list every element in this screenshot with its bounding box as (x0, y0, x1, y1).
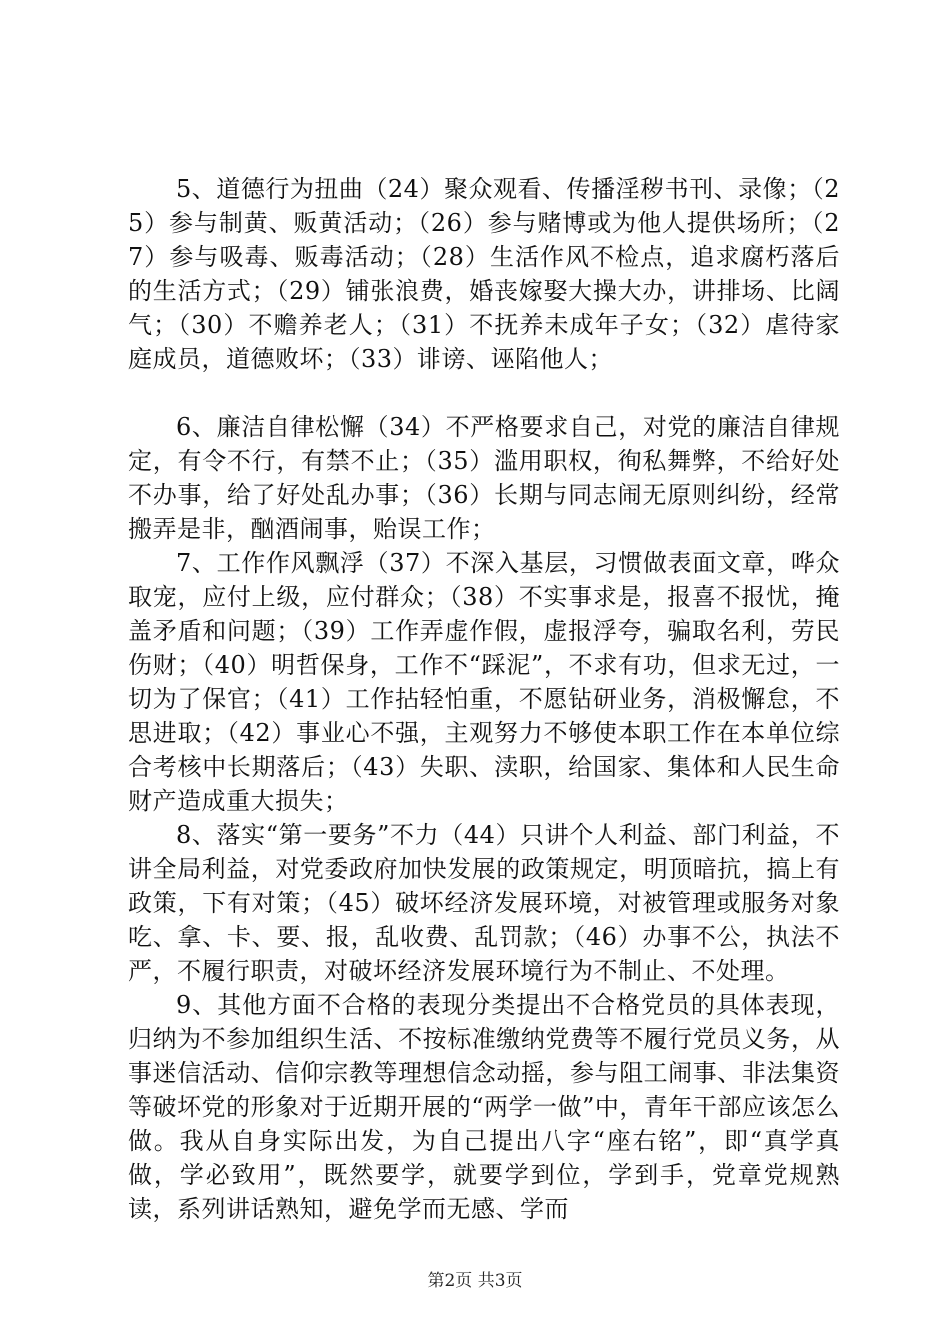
page-number-footer: 第2页 共3页 (427, 1271, 523, 1291)
paragraph-9: 9、其他方面不合格的表现分类提出不合格党员的具体表现，归纳为不参加组织生活、不按标准缴纳党费等不履行党员义务，从事迷信活动、信仰宗教等理想信念动摇，参与阻工闹事、非法集资等破坏党的形象对于近期开展的“两学一做”中，青年干部应该怎么做。我从自身实际出发，为自己提出八字“座右铭”，即“真学真做，学必致用”，既然要学，就要学到位，学到手，党章党规熟读，系列讲话熟知，避免学而无感、学而 (128, 991, 840, 1223)
paragraph-6: 6、廉洁自律松懈（34）不严格要求自己，对党的廉洁自律规定，有令不行，有禁不止；（35）滥用职权，徇私舞弊，不给好处不办事，给了好处乱办事；（36）长期与同志闹无原则纠纷，经常搬弄是非，酗酒闹事，贻误工作； (128, 413, 840, 543)
paragraph-8: 8、落实“第一要务”不力（44）只讲个人利益、部门利益，不讲全局利益，对党委政府加快发展的政策规定，明顶暗抗，搞上有政策，下有对策；（45）破坏经济发展环境，对被管理或服务对象吃、拿、卡、要、报，乱收费、乱罚款；（46）办事不公，执法不严，不履行职责，对破坏经济发展环境行为不制止、不处理。 (128, 821, 840, 985)
paragraph-5: 5、道德行为扭曲（24）聚众观看、传播淫秽书刊、录像；（25）参与制黄、贩黄活动；（26）参与赌博或为他人提供场所；（27）参与吸毒、贩毒活动；（28）生活作风不检点，追求腐朽落后的生活方式；（29）铺张浪费，婚丧嫁娶大操大办，讲排场、比阔气；（30）不赡养老人；（31）不抚养未成年子女；（32）虐待家庭成员，道德败坏；（33）诽谤、诬陷他人； (128, 175, 840, 373)
document-body (128, 172, 840, 1226)
paragraph-7: 7、工作作风飘浮（37）不深入基层，习惯做表面文章，哗众取宠，应付上级，应付群众；（38）不实事求是，报喜不报忧，掩盖矛盾和问题；（39）工作弄虚作假，虚报浮夸，骗取名利，劳民伤财；（40）明哲保身，工作不“踩泥”，不求有功，但求无过，一切为了保官；（41）工作拈轻怕重，不愿钻研业务，消极懈怠，不思进取；（42）事业心不强，主观努力不够使本职工作在本单位综合考核中长期落后；（43）失职、渎职，给国家、集体和人民生命财产造成重大损失； (128, 549, 840, 815)
